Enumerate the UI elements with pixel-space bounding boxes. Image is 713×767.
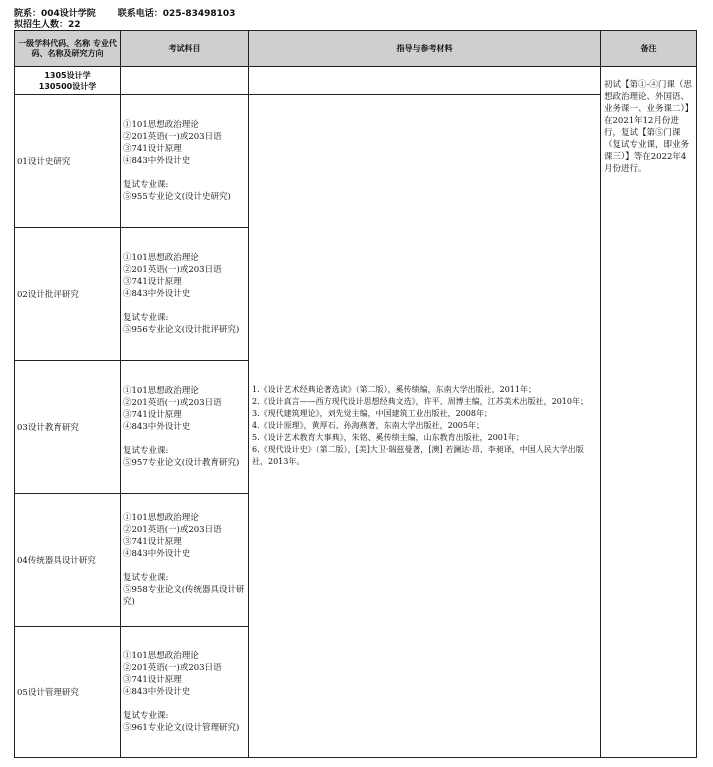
subject-item: ④843中外设计史 — [123, 549, 191, 559]
retest-subject: ⑤955专业论文(设计史研究) — [123, 192, 231, 202]
col-header-major: 一级学科代码、名称 专业代码、名称及研究方向 — [15, 31, 121, 67]
col-header-notes: 备注 — [601, 31, 697, 67]
retest-label: 复试专业课: — [123, 180, 169, 190]
subject-item: ③741设计原理 — [123, 410, 182, 420]
notes-cell — [601, 67, 697, 758]
subject-item: ②201英语(一)或203日语 — [123, 265, 222, 275]
subject-item: ②201英语(一)或203日语 — [123, 525, 222, 535]
subject-item: ①101思想政治理论 — [123, 120, 199, 130]
exam-subjects-cell — [121, 627, 249, 758]
direction-name: 03设计教育研究 — [15, 361, 121, 494]
contact-phone: 联系电话：025-83498103 — [117, 9, 236, 19]
subject-item: ②201英语(一)或203日语 — [123, 132, 222, 142]
empty-cell — [249, 67, 601, 95]
subject-item: ④843中外设计史 — [123, 289, 191, 299]
admissions-table — [14, 30, 697, 758]
retest-subject: ⑤958专业论文(传统器具设计研究) — [123, 585, 245, 607]
col-header-exam-subjects: 考试科目 — [121, 31, 249, 67]
direction-name: 02设计批评研究 — [15, 228, 121, 361]
retest-subject: ⑤956专业论文(设计批评研究) — [123, 325, 240, 335]
retest-label: 复试专业课: — [123, 313, 169, 323]
subject-item: ②201英语(一)或203日语 — [123, 663, 222, 673]
reference-item: 1.《设计艺术经典论著选读》（第二版），奚传绩编，东南大学出版社，2011年； — [252, 385, 536, 394]
subject-item: ②201英语(一)或203日语 — [123, 398, 222, 408]
subject-item: ③741设计原理 — [123, 277, 182, 287]
subject-item: ④843中外设计史 — [123, 687, 191, 697]
subject-item: ④843中外设计史 — [123, 156, 191, 166]
major-code: 130500设计学 — [38, 81, 97, 91]
reference-item: 5.《设计艺术教育大事典》，朱铭、奚传绩主编，山东教育出版社，2001年； — [252, 433, 524, 442]
direction-name: 04传统器具设计研究 — [15, 494, 121, 627]
reference-item: 2.《设计真言——西方现代设计思想经典文选》，许平、周博主编，江苏美术出版社，2010年； — [252, 397, 588, 406]
subject-item: ③741设计原理 — [123, 675, 182, 685]
subject-item: ④843中外设计史 — [123, 422, 191, 432]
discipline-row — [15, 67, 697, 95]
enrollment-quota: 拟招生人数：22 — [14, 20, 81, 30]
subject-item: ③741设计原理 — [123, 144, 182, 154]
notes-text: 初试【第①-④门课（思想政治理论、外国语、业务课一、业务课二）】在2021年12月份进行，复试【第⑤门课（复试专业课，即业务课三）】等在2022年4月份进行。 — [604, 80, 692, 174]
subject-item: ①101思想政治理论 — [123, 253, 199, 263]
retest-subject: ⑤957专业论文(设计教育研究) — [123, 458, 240, 468]
exam-subjects-cell — [121, 361, 249, 494]
subject-item: ①101思想政治理论 — [123, 386, 199, 396]
retest-label: 复试专业课: — [123, 573, 169, 583]
discipline-code: 1305设计学 — [44, 70, 91, 80]
reference-item: 4.《设计原理》，黄厚石、孙海燕著，东南大学出版社，2005年； — [252, 421, 484, 430]
direction-name: 01设计史研究 — [15, 95, 121, 228]
subject-item: ①101思想政治理论 — [123, 513, 199, 523]
subject-item: ①101思想政治理论 — [123, 651, 199, 661]
subject-item: ③741设计原理 — [123, 537, 182, 547]
department-label: 院系：004设计学院 — [14, 9, 96, 19]
retest-subject: ⑤961专业论文(设计管理研究) — [123, 723, 240, 733]
table-row — [15, 95, 697, 228]
empty-cell — [121, 67, 249, 95]
discipline-cell — [15, 67, 121, 95]
table-header-row — [15, 31, 697, 67]
retest-label: 复试专业课: — [123, 711, 169, 721]
col-header-references: 指导与参考材料 — [249, 31, 601, 67]
reference-item: 6.《现代设计史》（第二版），[美]大卫·瑞兹曼著，[澳] 若澜达·昂、李昶译，中国人民大学出版社，2013年。 — [252, 445, 584, 466]
retest-label: 复试专业课: — [123, 446, 169, 456]
references-cell — [249, 95, 601, 758]
exam-subjects-cell — [121, 494, 249, 627]
header-line-1 — [14, 9, 235, 20]
exam-subjects-cell — [121, 228, 249, 361]
direction-name: 05设计管理研究 — [15, 627, 121, 758]
exam-subjects-cell — [121, 95, 249, 228]
reference-item: 3.《现代建筑理论》，刘先觉主编，中国建筑工业出版社，2008年； — [252, 409, 492, 418]
